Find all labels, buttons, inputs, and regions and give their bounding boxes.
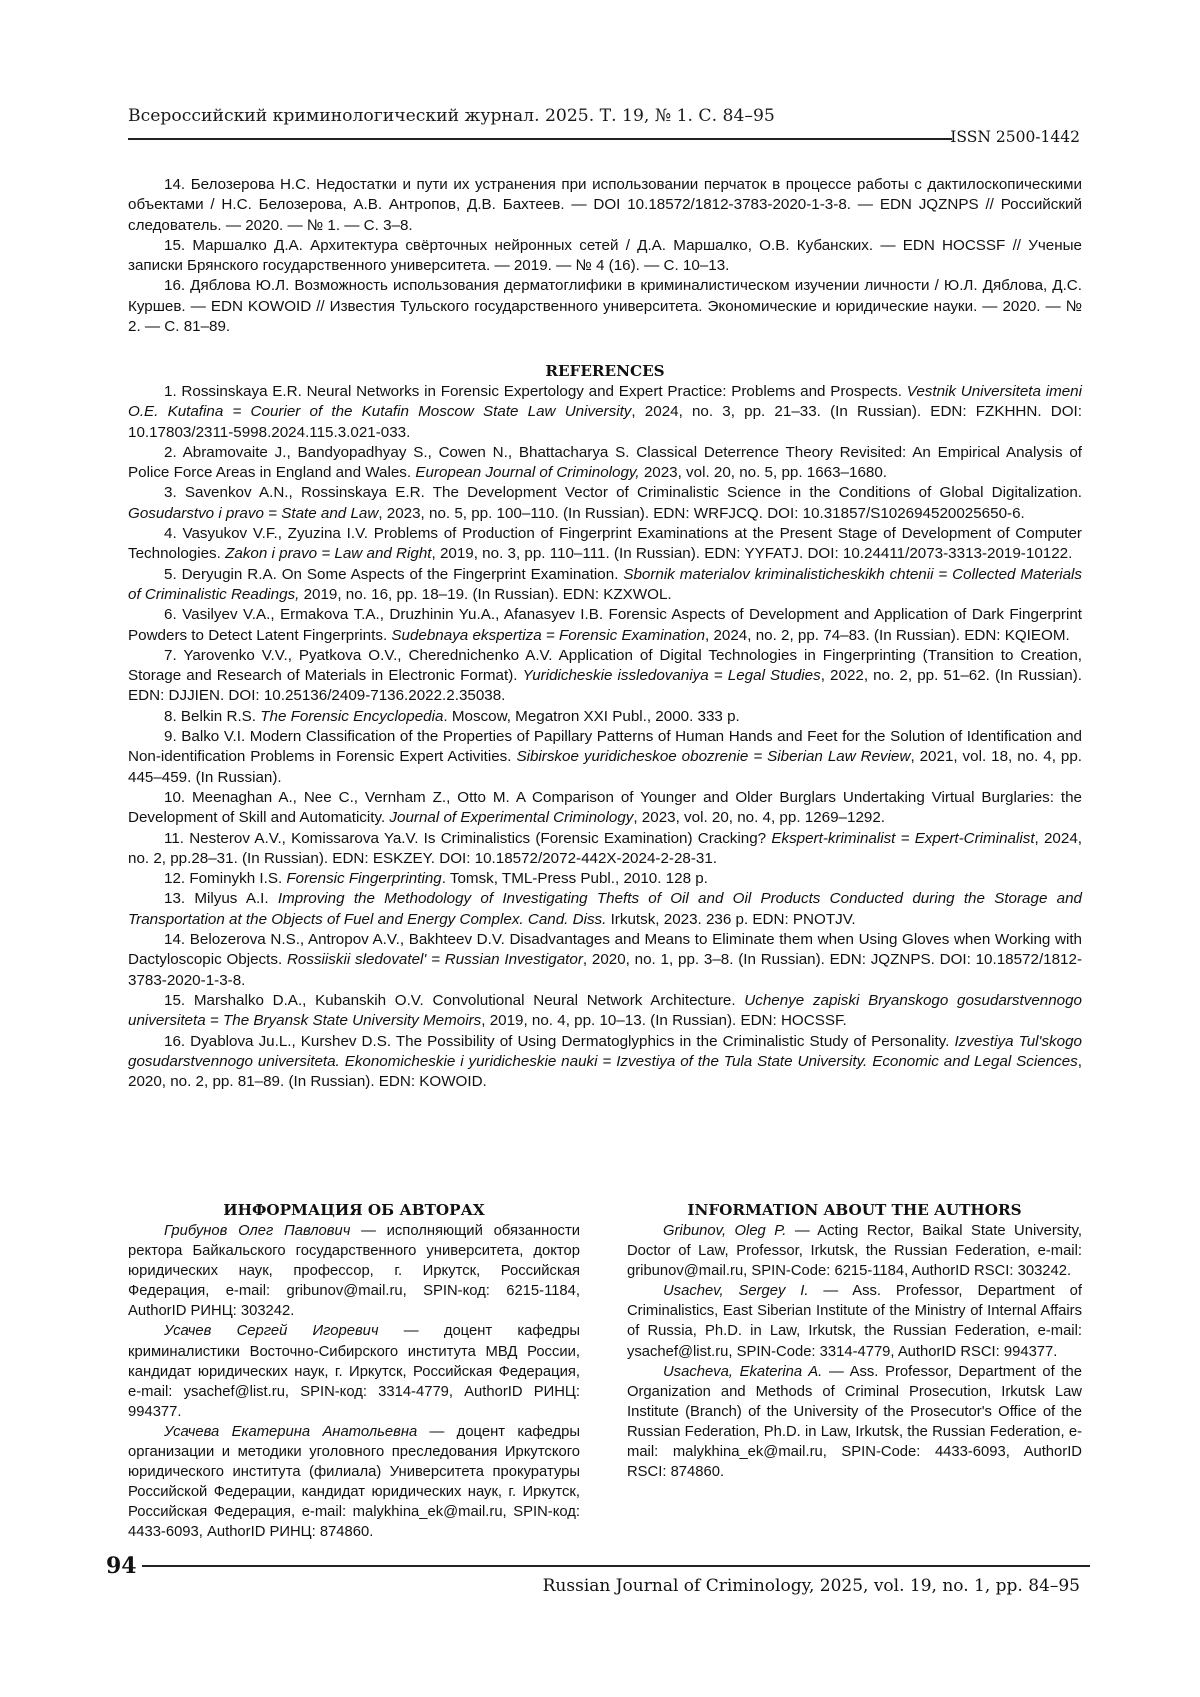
ref-author-title: 5. Deryugin R.A. On Some Aspects of the Fingerprint Examination.	[164, 566, 623, 583]
ref-author-title: 9. Balko V.I. Modern Classification of the Properties of Papillary Patterns of Human Hands and Feet for the Solution of Identification and Non-identification Problems in Forensic Expert Activities.	[128, 728, 1082, 765]
ref-source: Journal of Experimental Criminology	[389, 809, 633, 826]
ref-source: European Journal of Criminology,	[415, 464, 639, 481]
author-name: Gribunov, Oleg P.	[663, 1223, 786, 1239]
ref-author-title: 16. Dyablova Ju.L., Kurshev D.S. The Possibility of Using Dermatoglyphics in the Criminalistic Study of Personality.	[164, 1033, 954, 1050]
header-issn: ISSN 2500-1442	[950, 128, 1080, 146]
footer-rule	[142, 1565, 1090, 1567]
author-name: Usacheva, Ekaterina A.	[663, 1364, 822, 1380]
reference-item	[128, 788, 1082, 829]
author-details: — Ass. Professor, Department of the Organization and Methods of Criminal Prosecution, Irkutsk Law Institute (Branch) of the University of the Prosecutor's Office of the Russian Federation, Ph.D. in Law, Irkutsk, the Russian Federation, e-mail: malykhina_ek@mail.ru, SPIN-Code: 4433-6093, AuthorID RSCI: 874860.	[627, 1364, 1082, 1480]
ref-source: The Forensic Encyclopedia	[260, 708, 443, 725]
ref-details: , 2023, no. 5, pp. 100–110. (In Russian). EDN: WRFJCQ. DOI: 10.31857/S102694520025650-6.	[378, 505, 1024, 522]
ref-source: Izvestiya Tul'skogo gosudarstvennogo universiteta. Ekonomicheskie i yuridicheskie nauki = Izvestiya of the Tula State University. Economic and Legal Sciences	[128, 1033, 1082, 1070]
ref-source: Rossiiskii sledovatel' = Russian Investigator	[287, 951, 583, 968]
ref-source: Sibirskoe yuridicheskoe obozrenie = Siberian Law Review	[516, 748, 910, 765]
author-name: Усачева Екатерина Анатольевна	[164, 1424, 417, 1440]
running-header-title: Всероссийский криминологический журнал. 2025. Т. 19, № 1. С. 84–95	[128, 106, 775, 126]
reference-item	[128, 991, 1082, 1032]
author-name: Грибунов Олег Павлович	[164, 1223, 350, 1239]
ref-details: . Tomsk, TML-Press Publ., 2010. 128 p.	[442, 870, 708, 887]
ref-source: Improving the Methodology of Investigating Thefts of Oil and Oil Products Conducted during the Storage and Transportation at the Objects of Fuel and Energy Complex. Cand. Diss.	[128, 890, 1082, 927]
english-references-list	[128, 382, 1082, 1092]
ref-source: Uchenye zapiski Bryanskogo gosudarstvennogo universiteta = The Bryansk State University Memoirs	[128, 992, 1082, 1029]
reference-item: 15. Маршалко Д.А. Архитектура свёрточных нейронных сетей / Д.А. Маршалко, О.В. Кубанских. — EDN HOCSSF // Ученые записки Брянского государственного университета. — 2019. — № 4 (16). — С. 10–13.	[128, 236, 1082, 277]
ref-details: 2019, no. 16, pp. 18–19. (In Russian). EDN: KZXWOL.	[299, 586, 671, 603]
reference-item	[128, 889, 1082, 930]
ref-details: , 2019, no. 3, pp. 110–111. (In Russian). EDN: YYFATJ. DOI: 10.24411/2073-3313-2019-10122.	[432, 545, 1073, 562]
reference-item: 16. Дяблова Ю.Л. Возможность использования дерматоглифики в криминалистическом изучении личности / Ю.Л. Дяблова, Д.С. Куршев. — EDN KOWOID // Известия Тульского государственного университета. Экономические и юридические науки. — 2020. — № 2. — С. 81–89.	[128, 276, 1082, 337]
running-footer-title: Russian Journal of Criminology, 2025, vol. 19, no. 1, pp. 84–95	[543, 1576, 1080, 1596]
ref-details: , 2020, no. 2, pp. 81–89. (In Russian). EDN: KOWOID.	[128, 1053, 1082, 1090]
ref-details: , 2021, vol. 18, no. 4, pp. 445–459. (In Russian).	[128, 748, 1082, 785]
ref-author-title: 3. Savenkov A.N., Rossinskaya E.R. The Development Vector of Criminalistic Science in the Conditions of Global Digitalization.	[164, 484, 1082, 501]
author-details: — доцент кафедры организации и методики уголовного преследования Иркутского юридического института (филиала) Университета прокуратуры Российской Федерации, кандидат юридических наук, г. Иркутск, Российская Федерация, e-mail: malykhina_ek@mail.ru, SPIN-код: 4433-6093, AuthorID РИНЦ: 874860.	[128, 1424, 580, 1540]
reference-item	[128, 829, 1082, 870]
ref-author-title: 15. Marshalko D.A., Kubanskih O.V. Convolutional Neural Network Architecture.	[164, 992, 744, 1009]
ref-source: Sbornik materialov kriminalisticheskikh chtenii = Collected Materials of Criminalistic Readings,	[128, 566, 1082, 603]
author-name: Usachev, Sergey I.	[663, 1283, 808, 1299]
ref-details: , 2023, vol. 20, no. 4, pp. 1269–1292.	[633, 809, 885, 826]
ref-author-title: 12. Fominykh I.S.	[164, 870, 286, 887]
author-details: — Ass. Professor, Department of Criminalistics, East Siberian Institute of the Ministry of Internal Affairs of Russia, Ph.D. in Law, Irkutsk, the Russian Federation, e-mail: ysachef@list.ru, SPIN-Code: 3314-4779, AuthorID RSCI: 994377.	[627, 1283, 1082, 1359]
ref-author-title: 8. Belkin R.S.	[164, 708, 260, 725]
ref-source: Sudebnaya ekspertiza = Forensic Examination	[391, 627, 705, 644]
author-name: Усачев Сергей Игоревич	[164, 1323, 379, 1339]
reference-item: 14. Белозерова Н.С. Недостатки и пути их устранения при использовании перчаток в процессе работы с дактилоскопическими объектами / Н.С. Белозерова, А.В. Антропов, Д.В. Бахтеев. — DOI 10.18572/1812-3783-2020-1-3-8. — EDN JQZNPS // Российский следователь. — 2020. — № 1. — С. 3–8.	[128, 175, 1082, 236]
author-details: — исполняющий обязанности ректора Байкальского государственного университета, доктор юридических наук, профессор, г. Иркутск, Российская Федерация, e-mail: gribunov@mail.ru, SPIN-код: 6215-1184, AuthorID РИНЦ: 303242.	[128, 1223, 580, 1319]
ref-author-title: 2. Abramovaite J., Bandyopadhyay S., Cowen N., Bhattacharya S. Classical Deterrence Theory Revisited: An Empirical Analysis of Police Force Areas in England and Wales.	[128, 444, 1082, 481]
author-entry	[627, 1362, 1082, 1483]
reference-item	[128, 382, 1082, 443]
author-entry	[128, 1321, 580, 1421]
ref-author-title: 13. Milyus A.I.	[164, 890, 278, 907]
reference-item	[128, 1032, 1082, 1093]
author-entry	[128, 1422, 580, 1543]
reference-item	[128, 605, 1082, 646]
ref-details: , 2019, no. 4, pp. 10–13. (In Russian). EDN: HOCSSF.	[481, 1012, 847, 1029]
references-heading: REFERENCES	[128, 362, 1082, 380]
ref-details: 2023, vol. 20, no. 5, pp. 1663–1680.	[640, 464, 887, 481]
authors-heading-ru: ИНФОРМАЦИЯ ОБ АВТОРАХ	[128, 1200, 580, 1220]
ref-details: , 2024, no. 2, pp. 74–83. (In Russian). EDN: KQIEOM.	[705, 627, 1070, 644]
author-entry	[128, 1221, 580, 1321]
author-entry	[627, 1221, 1082, 1281]
ref-details: Irkutsk, 2023. 236 p. EDN: PNOTJV.	[606, 911, 855, 928]
ref-source: Vestnik Universiteta imeni O.E. Kutafina = Courier of the Kutafin Moscow State Law University	[128, 383, 1082, 420]
ref-author-title: 11. Nesterov A.V., Komissarova Ya.V. Is Criminalistics (Forensic Examination) Cracking?	[164, 830, 771, 847]
author-details: — доцент кафедры криминалистики Восточно-Сибирского института МВД России, кандидат юридических наук, г. Иркутск, Российская Федерация, e-mail: ysachef@list.ru, SPIN-код: 3314-4779, AuthorID РИНЦ: 994377.	[128, 1323, 580, 1419]
ref-details: , 2024, no. 2, pp.28–31. (In Russian). EDN: ESKZEY. DOI: 10.18572/2072-442X-2024-2-28-31.	[128, 830, 1082, 867]
reference-item	[128, 727, 1082, 788]
author-details: — Acting Rector, Baikal State University, Doctor of Law, Professor, Irkutsk, the Russian Federation, e-mail: gribunov@mail.ru, SPIN-Code: 6215-1184, AuthorID RSCI: 303242.	[627, 1223, 1082, 1279]
reference-item	[128, 483, 1082, 524]
ref-source: Ekspert-kriminalist = Expert-Criminalist	[771, 830, 1034, 847]
authors-heading-en: INFORMATION ABOUT THE AUTHORS	[627, 1200, 1082, 1220]
ref-author-title: 14. Belozerova N.S., Antropov A.V., Bakhteev D.V. Disadvantages and Means to Eliminate them when Using Gloves when Working with Dactyloscopic Objects.	[128, 931, 1082, 968]
ref-source: Forensic Fingerprinting	[286, 870, 441, 887]
reference-item	[128, 565, 1082, 606]
page-number: 94	[106, 1553, 137, 1579]
ref-details: , 2022, no. 2, pp. 51–62. (In Russian). EDN: DJJIEN. DOI: 10.25136/2409-7136.2022.2.35038.	[128, 667, 1082, 704]
reference-item	[128, 707, 1082, 727]
journal-page	[0, 0, 1200, 1697]
ref-source: Gosudarstvo i pravo = State and Law	[128, 505, 378, 522]
authors-info-russian	[128, 1200, 580, 1543]
ref-author-title: 7. Yarovenko V.V., Pyatkova O.V., Cherednichenko A.V. Application of Digital Technologies in Fingerprinting (Transition to Creation, Storage and Research of Materials in Electronic Format).	[128, 647, 1082, 684]
header-rule	[128, 138, 952, 140]
ref-details: , 2020, no. 1, pp. 3–8. (In Russian). EDN: JQZNPS. DOI: 10.18572/1812-3783-2020-1-3-8.	[128, 951, 1082, 988]
ref-author-title: 6. Vasilyev V.A., Ermakova T.A., Druzhinin Yu.A., Afanasyev I.B. Forensic Aspects of Development and Application of Dark Fingerprint Powders to Detect Latent Fingerprints.	[128, 606, 1082, 643]
ref-source: Zakon i pravo = Law and Right	[225, 545, 431, 562]
ref-author-title: 4. Vasyukov V.F., Zyuzina I.V. Problems of Production of Fingerprint Examinations at the Present Stage of Development of Computer Technologies.	[128, 525, 1082, 562]
authors-info-english	[627, 1200, 1082, 1482]
reference-item	[128, 443, 1082, 484]
russian-references-list	[128, 175, 1082, 337]
reference-item	[128, 869, 1082, 889]
ref-author-title: 1. Rossinskaya E.R. Neural Networks in Forensic Expertology and Expert Practice: Problems and Prospects.	[164, 383, 907, 400]
reference-item	[128, 524, 1082, 565]
ref-details: . Moscow, Megatron XXI Publ., 2000. 333 p.	[443, 708, 739, 725]
ref-details: , 2024, no. 3, pp. 21–33. (In Russian). EDN: FZKHHN. DOI: 10.17803/2311-5998.2024.115.3.021-033.	[128, 403, 1082, 440]
reference-item	[128, 930, 1082, 991]
ref-author-title: 10. Meenaghan A., Nee C., Vernham Z., Otto M. A Comparison of Younger and Older Burglars Undertaking Virtual Burglaries: the Development of Skill and Automaticity.	[128, 789, 1082, 826]
author-entry	[627, 1281, 1082, 1361]
reference-item	[128, 646, 1082, 707]
ref-source: Yuridicheskie issledovaniya = Legal Studies	[523, 667, 821, 684]
